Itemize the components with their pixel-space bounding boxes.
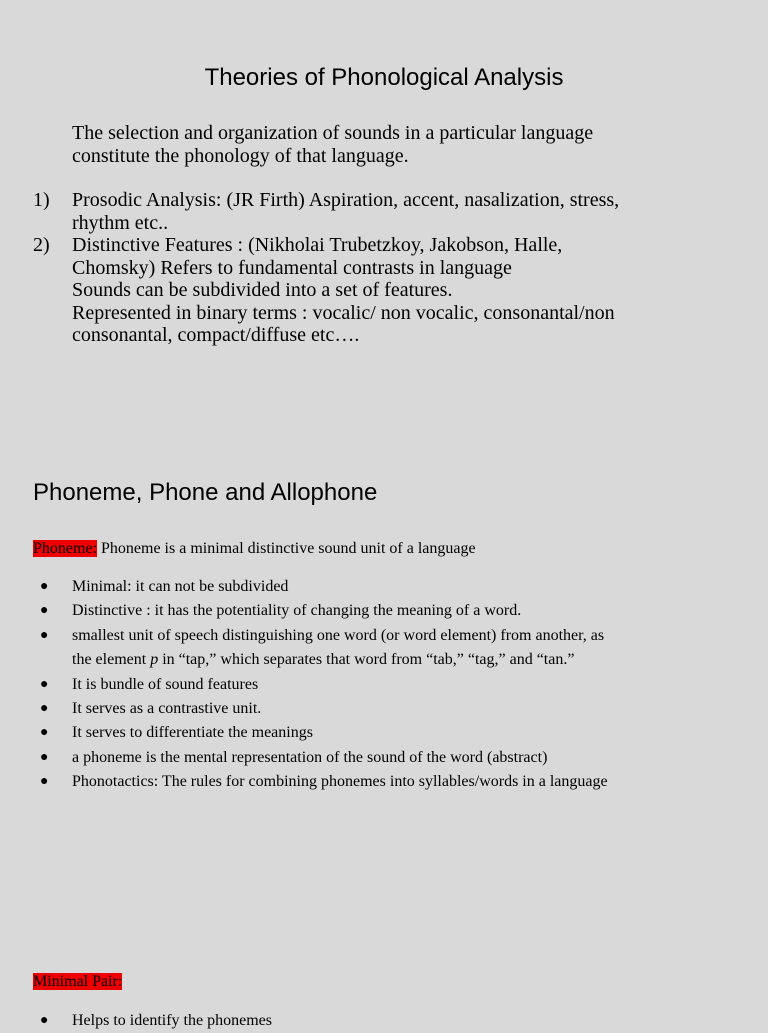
item-line: Prosodic Analysis: (JR Firth) Aspiration, accent, nasalization, stress, <box>72 189 620 211</box>
intro-line: constitute the phonology of that language. <box>72 145 409 167</box>
bullet-icon: ● <box>40 676 49 692</box>
list-item <box>33 189 733 234</box>
list-item <box>33 770 733 794</box>
item-line: Represented in binary terms : vocalic/ non vocalic, consonantal/non <box>72 301 615 324</box>
list-item <box>33 575 733 599</box>
phoneme-label: Phoneme: <box>33 540 97 557</box>
minimal-pair-label: Minimal Pair: <box>33 973 123 990</box>
list-item <box>33 697 733 721</box>
numbered-list <box>33 189 733 347</box>
item-line: consonantal, compact/diffuse etc…. <box>72 324 360 346</box>
item-line: Chomsky) Refers to fundamental contrasts in language <box>72 256 512 279</box>
bullet-icon: ● <box>40 1013 49 1028</box>
list-item <box>33 624 733 673</box>
bullet-text: It serves as a contrastive unit. <box>72 700 262 718</box>
bullet-icon: ● <box>40 701 49 717</box>
phoneme-definition-text: Phoneme is a minimal distinctive sound unit of a language <box>97 540 476 557</box>
bullet-icon: ● <box>40 603 49 619</box>
item-number: 2) <box>33 234 50 256</box>
bullet-text: Phonotactics: The rules for combining phonemes into syllables/words in a language <box>72 773 608 791</box>
bullet-text: Helps to identify the phonemes <box>72 1012 272 1029</box>
list-item <box>33 673 733 697</box>
minimal-pair-bullets <box>33 1009 733 1033</box>
bullet-text-italic: p <box>150 651 159 669</box>
bullet-text-continuation <box>72 648 733 672</box>
list-item <box>33 234 733 347</box>
bullet-icon: ● <box>40 774 49 790</box>
intro-line: The selection and organization of sounds in a particular language <box>72 122 594 144</box>
bullet-text: Minimal: it can not be subdivided <box>72 578 289 595</box>
item-line: Sounds can be subdivided into a set of features. <box>72 279 453 301</box>
bullet-text: Distinctive : it has the potentiality of changing the meaning of a word. <box>72 602 522 620</box>
item-line: rhythm etc.. <box>72 211 169 234</box>
phoneme-definition <box>33 538 753 560</box>
phoneme-bullets <box>33 575 733 795</box>
bullet-icon: ● <box>40 627 49 643</box>
minimal-pair-heading <box>33 971 122 993</box>
list-item <box>33 721 733 745</box>
slide-title: Theories of Phonological Analysis <box>204 64 564 91</box>
bullet-icon: ● <box>40 749 49 765</box>
item-line: Distinctive Features : (Nikholai Trubetzkoy, Jakobson, Halle, <box>72 234 563 256</box>
list-item <box>33 599 733 623</box>
bullet-text: a phoneme is the mental representation of the sound of the word (abstract) <box>72 748 548 766</box>
bullet-text: It is bundle of sound features <box>72 675 259 693</box>
bullet-icon: ● <box>40 579 49 594</box>
bullet-text: smallest unit of speech distinguishing one word (or word element) from another, as <box>72 626 605 644</box>
item-number: 1) <box>33 189 50 211</box>
bullet-text: It serves to differentiate the meanings <box>72 724 313 742</box>
section-title: Phoneme, Phone and Allophone <box>33 479 378 506</box>
list-item <box>33 746 733 770</box>
bullet-text-part: the element <box>72 651 151 669</box>
bullet-text-part: in “tap,” which separates that word from “tab,” “tag,” and “tan.” <box>158 651 575 669</box>
intro-paragraph <box>72 122 732 168</box>
list-item <box>33 1009 733 1033</box>
bullet-icon: ● <box>40 725 49 741</box>
